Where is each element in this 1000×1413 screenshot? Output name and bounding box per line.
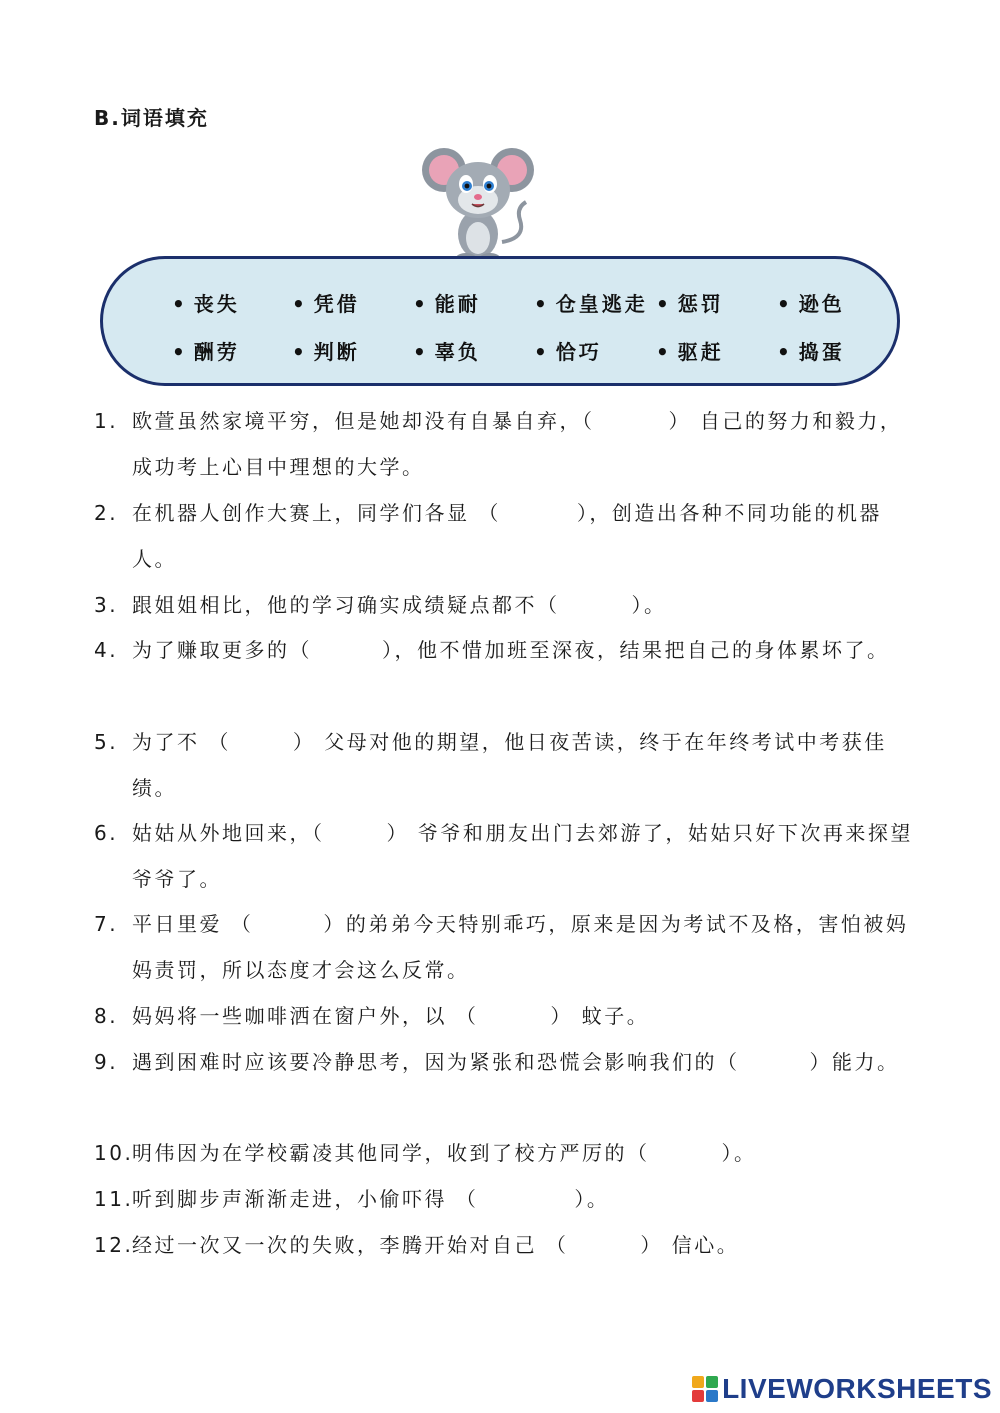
question-text: 为了不 （	[132, 730, 231, 754]
question-text: ） 蚊子。	[550, 1004, 650, 1028]
question-text: ），他不惜加班至深夜，结果把自己的身体累坏了。	[382, 638, 890, 662]
question-number: 2.	[94, 501, 119, 525]
question-text: 欧萱虽然家境平穷，但是她却没有自暴自弃，（	[132, 409, 595, 433]
question-text: ）能力。	[809, 1050, 900, 1074]
question-text: 遇到困难时应该要冷静思考，因为紧张和恐慌会影响我们的（	[132, 1050, 740, 1074]
word-bank-item: • 凭借	[292, 288, 360, 317]
question-text: ）。	[574, 1187, 610, 1211]
word-bank-item: • 逊色	[777, 288, 845, 317]
word-bank-item: • 判断	[292, 336, 360, 365]
question-text: ）。	[631, 593, 667, 617]
word-bank	[100, 256, 900, 386]
word-bank-item: • 酬劳	[172, 336, 240, 365]
question-text: 经过一次又一次的失败，李腾开始对自己 （	[132, 1233, 569, 1257]
word-bank-item: • 能耐	[413, 288, 481, 317]
question-text: ） 信心。	[640, 1233, 740, 1257]
question-text: ）。	[721, 1141, 757, 1165]
question-text: 跟姐姐相比，他的学习确实成绩疑点都不（	[132, 593, 560, 617]
question-number: 6.	[94, 821, 119, 845]
question-number: 4.	[94, 638, 119, 662]
word-bank-item: • 仓皇逃走	[534, 288, 648, 317]
mouse-illustration	[418, 142, 538, 264]
word-bank-item: • 辜负	[413, 336, 481, 365]
question-number: 12.	[94, 1233, 134, 1257]
question-text: 明伟因为在学校霸凌其他同学，收到了校方严厉的（	[132, 1141, 650, 1165]
question-number: 8.	[94, 1004, 119, 1028]
question-text: ） 自己的努力和毅力，成功考上心目中理想的大学。	[132, 409, 903, 479]
section-title: B.词语填充	[94, 106, 209, 130]
word-bank-item: • 惩罚	[656, 288, 724, 317]
question-number: 1.	[94, 409, 119, 433]
question-text: ） 父母对他的期望，他日夜苦读，终于在年终考试中考获佳绩。	[132, 730, 887, 800]
word-bank-item: • 驱赶	[656, 336, 724, 365]
question-number: 9.	[94, 1050, 119, 1074]
question-number: 3.	[94, 593, 119, 617]
liveworksheets-brand	[692, 1373, 992, 1405]
question-number: 10.	[94, 1141, 134, 1165]
question-number: 7.	[94, 912, 119, 936]
question-text: ） 爷爷和朋友出门去郊游了，姑姑只好下次再来探望爷爷了。	[132, 821, 913, 891]
question-text: 为了赚取更多的（	[132, 638, 312, 662]
question-text: 妈妈将一些咖啡洒在窗户外，以 （	[132, 1004, 479, 1028]
question-text: ），创造出各种不同功能的机器人。	[132, 501, 882, 571]
question-text: 听到脚步声渐渐走进，小偷吓得 （	[132, 1187, 479, 1211]
word-bank-item: • 恰巧	[534, 336, 602, 365]
brand-name: LIVEWORKSHEETS	[722, 1373, 992, 1404]
question-text: 在机器人创作大赛上，同学们各显 （	[132, 501, 501, 525]
question-text: 平日里爱 （	[132, 912, 254, 936]
question-text: ）的弟弟今天特别乖巧，原来是因为考试不及格，害怕被妈妈责罚，所以态度才会这么反常。	[132, 912, 909, 982]
question-number: 5.	[94, 730, 119, 754]
word-bank-item: • 丧失	[172, 288, 240, 317]
word-bank-item: • 捣蛋	[777, 336, 845, 365]
question-number: 11.	[94, 1187, 134, 1211]
question-text: 姑姑从外地回来，（	[132, 821, 325, 845]
liveworksheets-logo-icon	[692, 1376, 718, 1402]
